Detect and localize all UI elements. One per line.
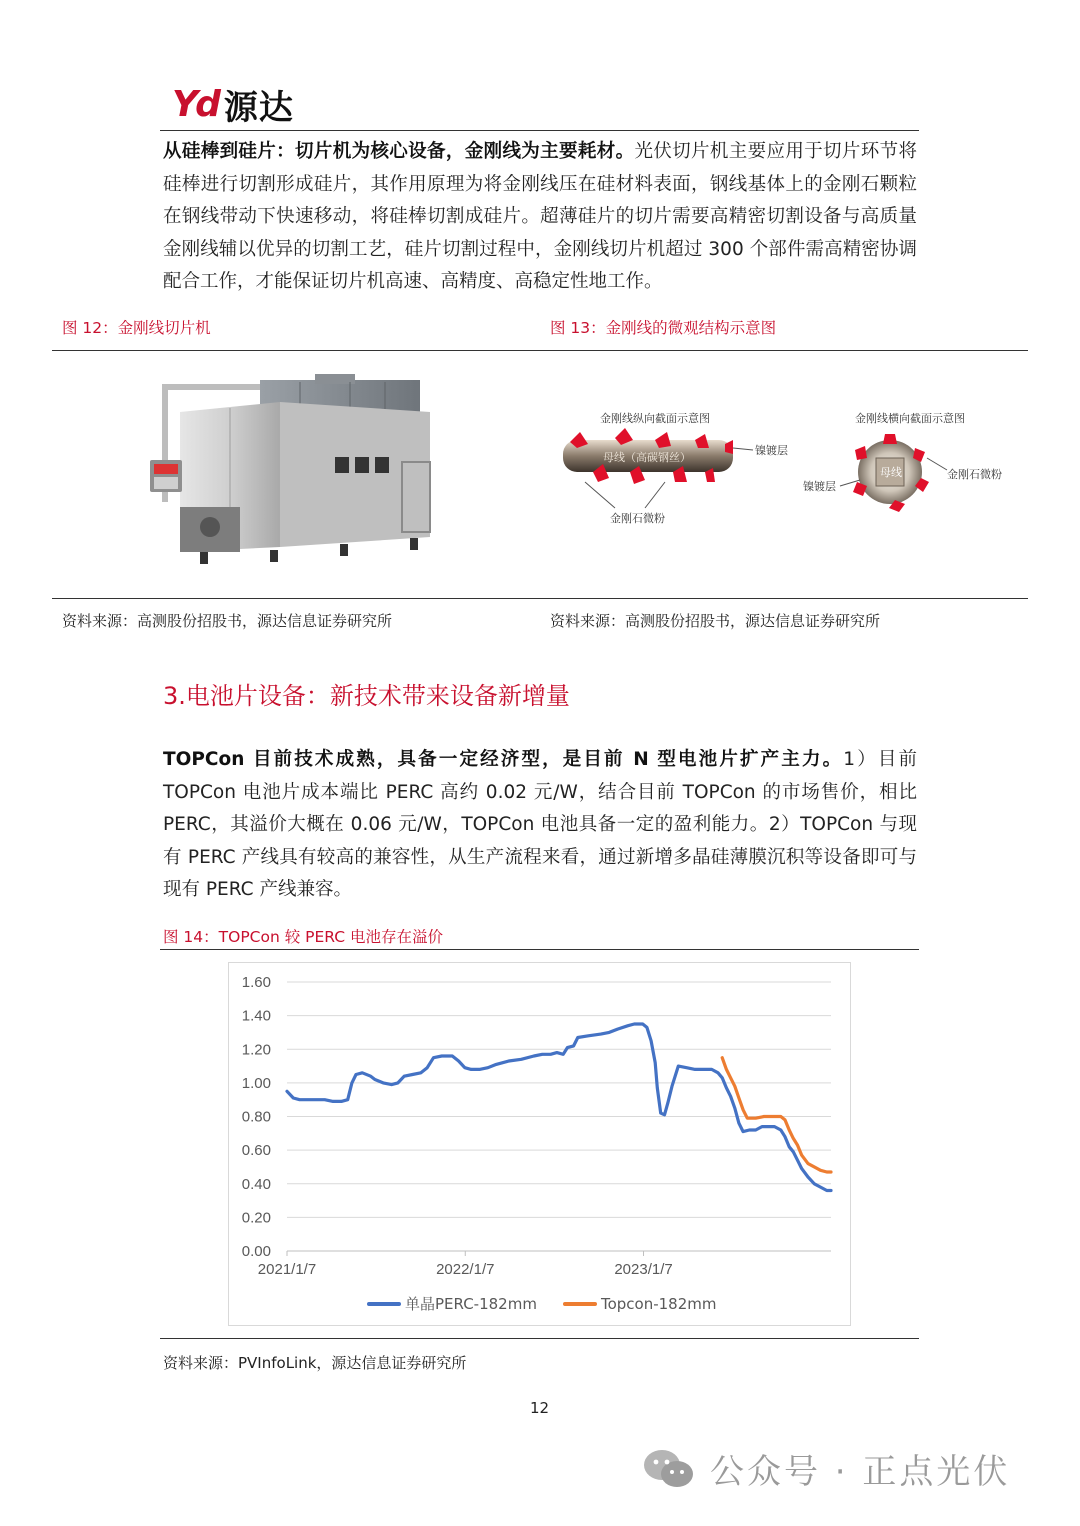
brand-logo: [172, 83, 294, 128]
chart-legend: [367, 1293, 716, 1314]
y-tick-label: 1.60: [241, 974, 271, 991]
plating-label-right: 镍镀层: [803, 480, 836, 493]
y-tick-label: 0.20: [241, 1209, 271, 1227]
fig14-source: 资料来源：PVInfoLink，源达信息证券研究所: [163, 1354, 467, 1372]
diamond-label-left: 金刚石微粉: [610, 512, 665, 525]
intro-paragraph: [163, 136, 917, 299]
watermark: [642, 1444, 1010, 1493]
fig13-source: 资料来源：高测股份招股书，源达信息证券研究所: [550, 612, 881, 630]
fig-top-rule: [52, 350, 1028, 351]
intro-body: 光伏切片机主要应用于切片环节将硅棒进行切割形成硅片，其作用原理为将金刚线压在硅材料表面，钢线基体上的金刚石颗粒在钢线带动下快速移动，将硅棒切割成硅片。超薄硅片的切片需要高精密切割设备与高质量金刚线辅以优异的切割工艺，硅片切割过程中，金刚线切片机超过 300 个部件需高精密协调配合工作，才能保证切片机高速、高精度、高稳定性地工作。: [163, 141, 917, 292]
logo-mark: Yd: [172, 83, 218, 125]
y-tick-label: 0.00: [241, 1243, 271, 1260]
y-axis-ticks: [242, 974, 271, 1260]
series-line-topcon: [722, 1058, 831, 1172]
x-tick-label: 2022/1/7: [436, 1261, 495, 1278]
core-label-short: 母线: [880, 466, 902, 479]
plating-label-left: 镍镀层: [755, 444, 788, 457]
fig12-caption: 图 12：金刚线切片机: [62, 319, 211, 337]
x-tick-label: 2021/1/7: [257, 1261, 317, 1278]
x-axis-ticks: [258, 1251, 673, 1278]
topcon-bold-lead: TOPCon 目前技术成熟，具备一定经济型，是目前 N 型电池片扩产主力。: [163, 749, 844, 770]
y-tick-label: 1.40: [241, 1007, 271, 1025]
intro-bold-lead: 从硅棒到硅片：切片机为核心设备，金刚线为主要耗材。: [163, 141, 635, 162]
y-tick-label: 1.20: [241, 1041, 271, 1059]
fig14-bottom-rule: [160, 1338, 919, 1339]
diamond-wire-structure-diagram: [555, 400, 1015, 530]
topcon-body: 1）目前 TOPCon 电池片成本端比 PERC 高约 0.02 元/W，结合目前 TOPCon 的市场售价，相比 PERC，其溢价大概在 0.06 元/W，TOPCon 电池具备一定的盈利能力。2）TOPCon 与现有 PERC 产线具有较高的兼容性，从生产流程来看，通过新增多晶硅薄膜沉积等设备即可与现有 PERC 产线兼容。: [163, 749, 917, 900]
topcon-paragraph: [163, 744, 917, 907]
chart-frame: [228, 962, 851, 1326]
longitudinal-section-title: 金刚线纵向截面示意图: [600, 412, 710, 425]
fig-bottom-rule: [52, 598, 1028, 599]
legend-swatch-topcon: [563, 1302, 597, 1306]
wire-saw-machine-illustration: [140, 372, 440, 572]
fig14-caption: 图 14：TOPCon 较 PERC 电池存在溢价: [163, 928, 444, 946]
legend-swatch-perc: [367, 1302, 401, 1306]
page-number: 12: [530, 1399, 550, 1417]
fig13-diagram: [555, 400, 1015, 530]
chart-grid: [287, 982, 831, 1251]
header-rule: [160, 130, 919, 131]
wechat-icon: [642, 1447, 696, 1491]
y-tick-label: 1.00: [241, 1074, 271, 1092]
fig13-caption: 图 13：金刚线的微观结构示意图: [550, 319, 777, 337]
x-tick-label: 2023/1/7: [614, 1261, 673, 1278]
fig14-top-rule: [160, 949, 919, 950]
diamond-label-right: 金刚石微粉: [947, 468, 1002, 481]
legend-label-perc: 单晶PERC-182mm: [405, 1295, 537, 1313]
cross-section-title: 金刚线横向截面示意图: [855, 412, 965, 425]
price-line-chart: [229, 963, 850, 1325]
core-wire-label: 母线（高碳钢丝）: [603, 451, 691, 464]
logo-text: 源达: [223, 87, 294, 128]
section-title: 3.电池片设备：新技术带来设备新增量: [163, 682, 570, 710]
fig12-machine-image: [140, 372, 440, 572]
y-tick-label: 0.40: [241, 1175, 271, 1193]
legend-label-topcon: Topcon-182mm: [600, 1294, 717, 1313]
fig12-source: 资料来源：高测股份招股书，源达信息证券研究所: [62, 612, 393, 630]
watermark-text: 公众号 · 正点光伏: [710, 1452, 1011, 1492]
y-tick-label: 0.80: [241, 1108, 271, 1126]
y-tick-label: 0.60: [241, 1142, 271, 1160]
